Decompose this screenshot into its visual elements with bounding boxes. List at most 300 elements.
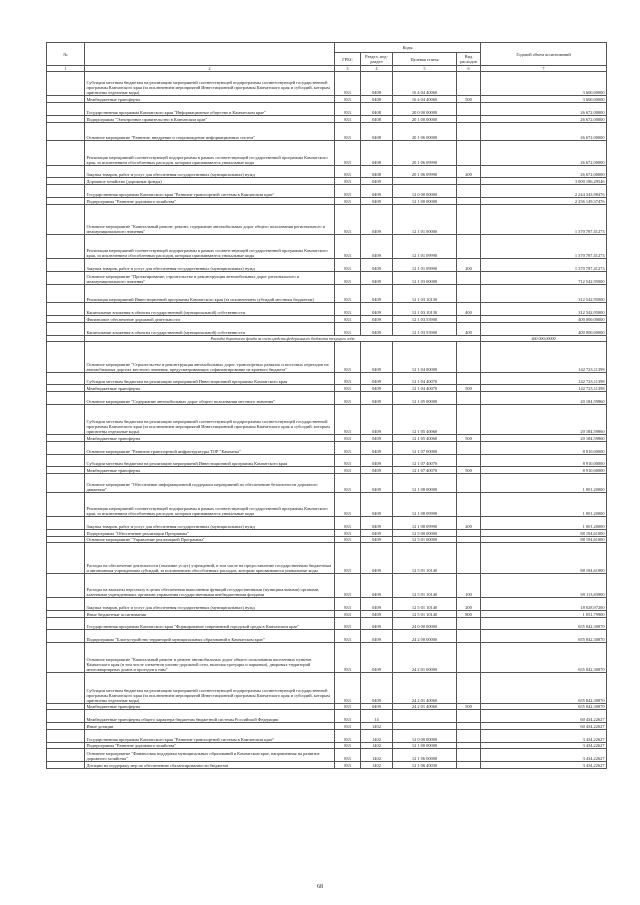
table-row [47, 598, 607, 611]
row-number-cell [47, 322, 85, 335]
grbs-cell: 833 [335, 372, 361, 385]
name-cell: Капитальные вложения в объекты государственной (муниципальной) собственности [85, 322, 335, 335]
table-row [47, 235, 607, 259]
name-cell: Государственная программа Камчатского края "Информационное общество в Камчатском крае" [85, 103, 335, 116]
razdel-cell: 0409 [361, 454, 393, 467]
name-cell: Межбюджетные трансферты общего характера бюджетам бюджетной системы Российской Федерации [85, 710, 335, 723]
table-body [47, 72, 607, 769]
grbs-cell: 833 [335, 742, 361, 749]
row-number-cell [47, 729, 85, 742]
name-cell: Основное мероприятие "Развитие транспортной инфраструктуры ТОР "Камчатка" [85, 441, 335, 454]
budget-table [46, 42, 607, 769]
row-number-cell [47, 404, 85, 434]
row-number-cell [47, 103, 85, 116]
table-row [47, 454, 607, 467]
csr-cell: 24 2 01 00000 [393, 643, 457, 673]
sum-cell: 312 542,95000 [481, 303, 607, 316]
razdel-cell: 0408 [361, 72, 393, 96]
table-row [47, 103, 607, 116]
csr-cell: 12 1 03 53900 [393, 322, 457, 335]
name-cell: Межбюджетные трансферты [85, 385, 335, 392]
vr-cell: 200 [457, 165, 481, 178]
razdel-cell: 0409 [361, 617, 393, 630]
table-row [47, 96, 607, 103]
row-number-cell [47, 703, 85, 710]
sum-cell: 400 000,00000 [481, 335, 607, 342]
razdel-cell: 0408 [361, 141, 393, 165]
razdel-cell: 0409 [361, 643, 393, 673]
csr-cell: 12 1 03 53900 [393, 316, 457, 323]
vr-cell [457, 474, 481, 493]
table-row [47, 178, 607, 185]
vr-cell [457, 342, 481, 372]
csr-cell: 12 0 00 00000 [393, 185, 457, 198]
table-row [47, 749, 607, 762]
vr-cell [457, 284, 481, 303]
header-razdel: Раздел, под-раздел [361, 53, 393, 66]
sum-cell: 20 184,59860 [481, 392, 607, 405]
grbs-cell: 833 [335, 141, 361, 165]
table-row [47, 536, 607, 543]
csr-cell: 12 0 00 00000 [393, 729, 457, 742]
razdel-cell: 0409 [361, 284, 393, 303]
row-number-cell [47, 762, 85, 769]
grbs-cell: 833 [335, 322, 361, 335]
razdel-cell: 0409 [361, 178, 393, 185]
sum-cell: 3 434,22627 [481, 749, 607, 762]
row-number-cell [47, 435, 85, 442]
name-cell: Иные дотации [85, 723, 335, 730]
table-row [47, 435, 607, 442]
sum-cell: 2 256 149,37476 [481, 197, 607, 204]
col-num: 1 [47, 66, 85, 72]
row-number-cell [47, 723, 85, 730]
row-number-cell [47, 235, 85, 259]
razdel-cell: 0408 [361, 165, 393, 178]
name-cell: Субсидии местным бюджетам на реализацию мероприятий Инвестиционной программы Камчатского края [85, 372, 335, 385]
table-row [47, 303, 607, 316]
csr-cell [393, 710, 457, 723]
csr-cell: 12 1 07 00000 [393, 441, 457, 454]
razdel-cell: 14 [361, 710, 393, 723]
vr-cell [457, 729, 481, 742]
razdel-cell: 0409 [361, 404, 393, 434]
sum-cell: 400 000,00000 [481, 316, 607, 323]
csr-cell: 12 5 01 10140 [393, 543, 457, 573]
sum-cell: 60 434,22627 [481, 710, 607, 723]
sum-cell: 20 184,59860 [481, 435, 607, 442]
razdel-cell: 0409 [361, 441, 393, 454]
csr-cell: 20 1 06 09990 [393, 165, 457, 178]
table-row [47, 272, 607, 285]
row-number-cell [47, 115, 85, 122]
grbs-cell: 833 [335, 723, 361, 730]
name-cell: Субсидии местным бюджетам на реализацию мероприятий соответствующей подпрограммы соответствующей государственной программы Камчатского края (за исключением мероприятий Инвестиционной программы Камчатского края и субсидий, которым присвоены отдельные коды) [85, 673, 335, 703]
vr-cell: 500 [457, 467, 481, 474]
vr-cell [457, 122, 481, 141]
table-row [47, 474, 607, 493]
row-number-cell [47, 529, 85, 536]
row-number-cell [47, 610, 85, 617]
header-sum: Годовой объем ассигнований [481, 43, 607, 66]
razdel-cell: 0409 [361, 385, 393, 392]
sum-cell: 8 910,00000 [481, 441, 607, 454]
col-num: 7 [481, 66, 607, 72]
name-cell: Финансовое обеспечение дорожной деятельности [85, 316, 335, 323]
csr-cell [393, 178, 457, 185]
csr-cell: 12 1 06 00000 [393, 749, 457, 762]
col-num: 4 [361, 66, 393, 72]
col-num: 3 [335, 66, 361, 72]
sum-cell: 88 194,61000 [481, 536, 607, 543]
razdel-cell: 0408 [361, 103, 393, 116]
row-number-cell [47, 617, 85, 630]
sum-cell: 400 000,00000 [481, 322, 607, 335]
vr-cell [457, 185, 481, 198]
vr-cell [457, 441, 481, 454]
row-number-cell [47, 710, 85, 723]
table-row [47, 529, 607, 536]
vr-cell: 200 [457, 517, 481, 530]
table-row [47, 643, 607, 673]
csr-cell: 16 4 04 40060 [393, 96, 457, 103]
table-row [47, 165, 607, 178]
sum-cell: 2 244 343,98476 [481, 185, 607, 198]
grbs-cell: 833 [335, 762, 361, 769]
razdel-cell: 0409 [361, 259, 393, 272]
table-row [47, 72, 607, 96]
name-cell: Государственная программа Камчатского края "Развитие транспортной системы в Камчатском крае" [85, 185, 335, 198]
grbs-cell: 833 [335, 303, 361, 316]
razdel-cell: 0409 [361, 517, 393, 530]
razdel-cell: 0409 [361, 529, 393, 536]
vr-cell [457, 742, 481, 749]
name-cell: Закупка товаров, работ и услуг для обеспечения государственных (муниципальных) нужд [85, 259, 335, 272]
row-number-cell [47, 673, 85, 703]
csr-cell: 12 1 04 00000 [393, 342, 457, 372]
row-number-cell [47, 630, 85, 643]
table-row [47, 372, 607, 385]
razdel-cell: 0409 [361, 322, 393, 335]
name-cell: Межбюджетные трансферты [85, 435, 335, 442]
row-number-cell [47, 467, 85, 474]
grbs-cell: 833 [335, 517, 361, 530]
csr-cell: 12 1 08 00000 [393, 474, 457, 493]
sum-cell: 655 842,30870 [481, 673, 607, 703]
grbs-cell: 833 [335, 710, 361, 723]
row-number-cell [47, 272, 85, 285]
header-grbs: ГРБС [335, 53, 361, 66]
grbs-cell: 833 [335, 316, 361, 323]
row-number-cell [47, 385, 85, 392]
header-csr: Целевая статья [393, 53, 457, 66]
razdel-cell: 0409 [361, 435, 393, 442]
name-cell: Подпрограмма "Развитие дорожного хозяйства" [85, 197, 335, 204]
vr-cell [457, 630, 481, 643]
name-cell: Дорожное хозяйство (дорожные фонды) [85, 178, 335, 185]
row-number-cell [47, 441, 85, 454]
name-cell: Основное мероприятие "Обеспечение информационной поддержки мероприятий по обеспечению безопасности дорожного движения" [85, 474, 335, 493]
razdel-cell: 0409 [361, 536, 393, 543]
vr-cell [457, 492, 481, 516]
row-number-cell [47, 454, 85, 467]
name-cell: Подпрограмма "Развитие дорожного хозяйства" [85, 742, 335, 749]
csr-cell [393, 723, 457, 730]
sum-cell: 69 113,83900 [481, 573, 607, 597]
csr-cell: 20 1 06 09990 [393, 141, 457, 165]
grbs-cell: 833 [335, 185, 361, 198]
sum-cell: 3 434,22627 [481, 762, 607, 769]
csr-cell: 24 2 00 00000 [393, 630, 457, 643]
sum-cell: 26 672,00000 [481, 122, 607, 141]
grbs-cell: 833 [335, 454, 361, 467]
name-cell: Основное мероприятие "Проектирование, строительство и реконструкция автомобильных дорог регионального и межмуниципального значения" [85, 272, 335, 285]
grbs-cell: 833 [335, 72, 361, 96]
grbs-cell: 833 [335, 673, 361, 703]
table-row [47, 673, 607, 703]
grbs-cell: 833 [335, 165, 361, 178]
row-number-cell [47, 284, 85, 303]
csr-cell: 12 1 07 40070 [393, 467, 457, 474]
header-codes: Коды [335, 43, 481, 53]
razdel-cell: 1402 [361, 729, 393, 742]
sum-cell: 1 370 787,41273 [481, 235, 607, 259]
header-name [85, 43, 335, 66]
table-row [47, 141, 607, 165]
vr-cell [457, 529, 481, 536]
sum-cell: 312 542,95000 [481, 284, 607, 303]
name-cell: Основное мероприятие "Управление реализацией Программы" [85, 536, 335, 543]
name-cell: Дотации на поддержку мер по обеспечению сбалансированности бюджетов [85, 762, 335, 769]
csr-cell: 12 1 08 09990 [393, 517, 457, 530]
name-cell: Государственная программа Камчатского края "Развитие транспортной системы в Камчатском крае" [85, 729, 335, 742]
grbs-cell: 833 [335, 617, 361, 630]
razdel-cell: 0409 [361, 543, 393, 573]
grbs-cell: 833 [335, 474, 361, 493]
csr-cell: 12 1 00 00000 [393, 742, 457, 749]
name-cell: Государственная программа Камчатского края "Формирование современной городской среды в Камчатском крае" [85, 617, 335, 630]
sum-cell: 3 000 186,29546 [481, 178, 607, 185]
vr-cell [457, 197, 481, 204]
name-cell: Подпрограмма "Электронное правительство в Камчатском крае" [85, 115, 335, 122]
table-row [47, 342, 607, 372]
csr-cell: 12 1 04 40070 [393, 372, 457, 385]
table-row [47, 723, 607, 730]
sum-cell: 3 434,22627 [481, 729, 607, 742]
grbs-cell: 833 [335, 703, 361, 710]
row-number-cell [47, 573, 85, 597]
table-row [47, 710, 607, 723]
csr-cell: 12 1 06 40030 [393, 762, 457, 769]
razdel-cell: 1402 [361, 742, 393, 749]
razdel-cell: 0409 [361, 673, 393, 703]
row-number-cell [47, 259, 85, 272]
vr-cell [457, 115, 481, 122]
note-cell: Расходы дорожного фонда за счет средств федерального бюджета текущего года [85, 335, 481, 342]
table-row [47, 762, 607, 769]
sum-cell: 655 842,30870 [481, 630, 607, 643]
vr-cell [457, 454, 481, 467]
razdel-cell: 0409 [361, 630, 393, 643]
name-cell: Субсидии местным бюджетам на реализацию мероприятий соответствующей подпрограммы соответствующей государственной программы Камчатского края (за исключением мероприятий Инвестиционной программы Камчатского края и субсидий, которым присвоены отдельные коды) [85, 72, 335, 96]
sum-cell: 655 842,30870 [481, 643, 607, 673]
sum-cell: 26 672,00000 [481, 103, 607, 116]
name-cell: Основное мероприятие "Финансовая поддержка муниципальных образований в Камчатском крае, направленная на развитие дорожного хозяйства" [85, 749, 335, 762]
sum-cell: 8 910,00000 [481, 454, 607, 467]
table-row [47, 467, 607, 474]
table-row [47, 185, 607, 198]
name-cell: Капитальные вложения в объекты государственной (муниципальной) собственности [85, 303, 335, 316]
name-cell: Подпрограмма "Благоустройство территорий муниципальных образований в Камчатском крае" [85, 630, 335, 643]
grbs-cell: 833 [335, 204, 361, 234]
razdel-cell: 0409 [361, 598, 393, 611]
razdel-cell: 0409 [361, 342, 393, 372]
vr-cell [457, 543, 481, 573]
sum-cell: 3 600,00000 [481, 96, 607, 103]
sum-cell: 8 910,00000 [481, 467, 607, 474]
grbs-cell: 833 [335, 441, 361, 454]
csr-cell: 20 0 00 00000 [393, 103, 457, 116]
table-row [47, 703, 607, 710]
sum-cell: 1 001,20000 [481, 492, 607, 516]
row-number-cell [47, 342, 85, 372]
page-number: 68 [317, 884, 323, 890]
grbs-cell: 833 [335, 643, 361, 673]
table-row [47, 441, 607, 454]
grbs-cell: 833 [335, 122, 361, 141]
grbs-cell: 833 [335, 385, 361, 392]
col-num: 6 [457, 66, 481, 72]
razdel-cell: 0409 [361, 197, 393, 204]
razdel-cell: 0409 [361, 316, 393, 323]
sum-cell: 26 672,00000 [481, 165, 607, 178]
name-cell: Межбюджетные трансферты [85, 703, 335, 710]
row-number-cell [47, 185, 85, 198]
csr-cell: 12 1 03 10130 [393, 303, 457, 316]
csr-cell: 12 1 05 40060 [393, 404, 457, 434]
grbs-cell: 833 [335, 392, 361, 405]
vr-cell: 500 [457, 385, 481, 392]
name-cell: Расходы на обеспечение деятельности (оказание услуг) учреждений, в том числе на предоставление государственным бюджетным и автономным учреждениям субсидий, за исключением обособленных расходов, которым присваиваются уникальные коды [85, 543, 335, 573]
row-number-cell [47, 598, 85, 611]
row-number-cell [47, 178, 85, 185]
sum-cell: 655 842,30870 [481, 703, 607, 710]
vr-cell: 500 [457, 96, 481, 103]
csr-cell: 12 5 01 00000 [393, 536, 457, 543]
vr-cell: 400 [457, 303, 481, 316]
razdel-cell: 0409 [361, 204, 393, 234]
table-row [47, 517, 607, 530]
sum-cell: 142 723,11398 [481, 385, 607, 392]
sum-cell: 1 001,20000 [481, 517, 607, 530]
table-row [47, 322, 607, 335]
sum-cell: 3 434,22627 [481, 742, 607, 749]
csr-cell: 12 1 01 09990 [393, 235, 457, 259]
grbs-cell: 833 [335, 96, 361, 103]
vr-cell [457, 673, 481, 703]
table-row [47, 316, 607, 323]
grbs-cell: 833 [335, 272, 361, 285]
vr-cell [457, 392, 481, 405]
name-cell: Межбюджетные трансферты [85, 467, 335, 474]
razdel-cell: 0409 [361, 303, 393, 316]
vr-cell [457, 710, 481, 723]
csr-cell: 12 1 00 00000 [393, 197, 457, 204]
sum-cell: 3 600,00000 [481, 72, 607, 96]
header-vr: Вид расходов [457, 53, 481, 66]
vr-cell [457, 404, 481, 434]
grbs-cell: 833 [335, 284, 361, 303]
grbs-cell: 833 [335, 467, 361, 474]
razdel-cell: 0409 [361, 467, 393, 474]
vr-cell [457, 316, 481, 323]
name-cell: Закупка товаров, работ и услуг для обеспечения государственных (муниципальных) нужд [85, 598, 335, 611]
sum-cell: 60 434,22627 [481, 723, 607, 730]
razdel-cell: 0408 [361, 122, 393, 141]
vr-cell: 200 [457, 259, 481, 272]
sum-cell: 142 723,11398 [481, 342, 607, 372]
row-number-cell [47, 96, 85, 103]
vr-cell [457, 617, 481, 630]
table-row [47, 122, 607, 141]
name-cell: Основное мероприятие "Строительство и реконструкция автомобильных дорог, транспортных развязок и мостовых переходов на автомобильных дорогах местного значения, предусматривающих софинансирование из краевого бюджета" [85, 342, 335, 372]
name-cell: Реализация мероприятий соответствующей подпрограммы в рамках соответствующей государственной программы Камчатского края, за исключением обособленных расходов, которым присваиваются уникальные коды [85, 492, 335, 516]
csr-cell: 12 1 05 40060 [393, 435, 457, 442]
table-row [47, 404, 607, 434]
sum-cell: 142 723,11398 [481, 372, 607, 385]
vr-cell [457, 723, 481, 730]
name-cell: Реализация мероприятий Инвестиционной программы Камчатского края (за исключением субсидий местным бюджетам) [85, 284, 335, 303]
sum-cell: 1 370 787,41273 [481, 204, 607, 234]
table-row [47, 259, 607, 272]
csr-cell: 24 2 01 40060 [393, 703, 457, 710]
vr-cell [457, 372, 481, 385]
csr-cell: 12 5 00 00000 [393, 529, 457, 536]
grbs-cell: 833 [335, 342, 361, 372]
vr-cell: 100 [457, 573, 481, 597]
name-cell: Субсидии местным бюджетам на реализацию мероприятий соответствующей подпрограммы соответствующей государственной программы Камчатского края (за исключением мероприятий Инвестиционной программы Камчатского края и субсидий, которым присвоены отдельные коды) [85, 404, 335, 434]
grbs-cell: 833 [335, 729, 361, 742]
table-row [47, 729, 607, 742]
row-number-cell [47, 122, 85, 141]
name-cell: Основное мероприятие "Капитальный ремонт и ремонт автомобильных дорог общего пользования населенных пунктов Камчатского края (в том числе элементов улично-дорожной сети, включая тротуары и парковки), дворовых территорий многоквартирных домов и проездов к ним" [85, 643, 335, 673]
sum-cell: 655 842,30870 [481, 617, 607, 630]
csr-cell: 12 5 01 10140 [393, 598, 457, 611]
table-row [47, 573, 607, 597]
razdel-cell: 1402 [361, 749, 393, 762]
grbs-cell: 833 [335, 749, 361, 762]
vr-cell [457, 749, 481, 762]
row-number-cell [47, 335, 85, 342]
vr-cell [457, 72, 481, 96]
razdel-cell: 0409 [361, 272, 393, 285]
grbs-cell: 833 [335, 598, 361, 611]
table-row [47, 742, 607, 749]
vr-cell [457, 272, 481, 285]
sum-cell: 88 194,61000 [481, 543, 607, 573]
vr-cell [457, 643, 481, 673]
sum-cell: 18 028,97200 [481, 598, 607, 611]
vr-cell: 500 [457, 435, 481, 442]
csr-cell: 20 1 06 00000 [393, 122, 457, 141]
row-number-cell [47, 316, 85, 323]
csr-cell: 12 5 01 10140 [393, 573, 457, 597]
table-row [47, 610, 607, 617]
name-cell: Иные бюджетные ассигнования [85, 610, 335, 617]
vr-cell [457, 204, 481, 234]
name-cell: Закупка товаров, работ и услуг для обеспечения государственных (муниципальных) нужд [85, 517, 335, 530]
razdel-cell: 1402 [361, 723, 393, 730]
